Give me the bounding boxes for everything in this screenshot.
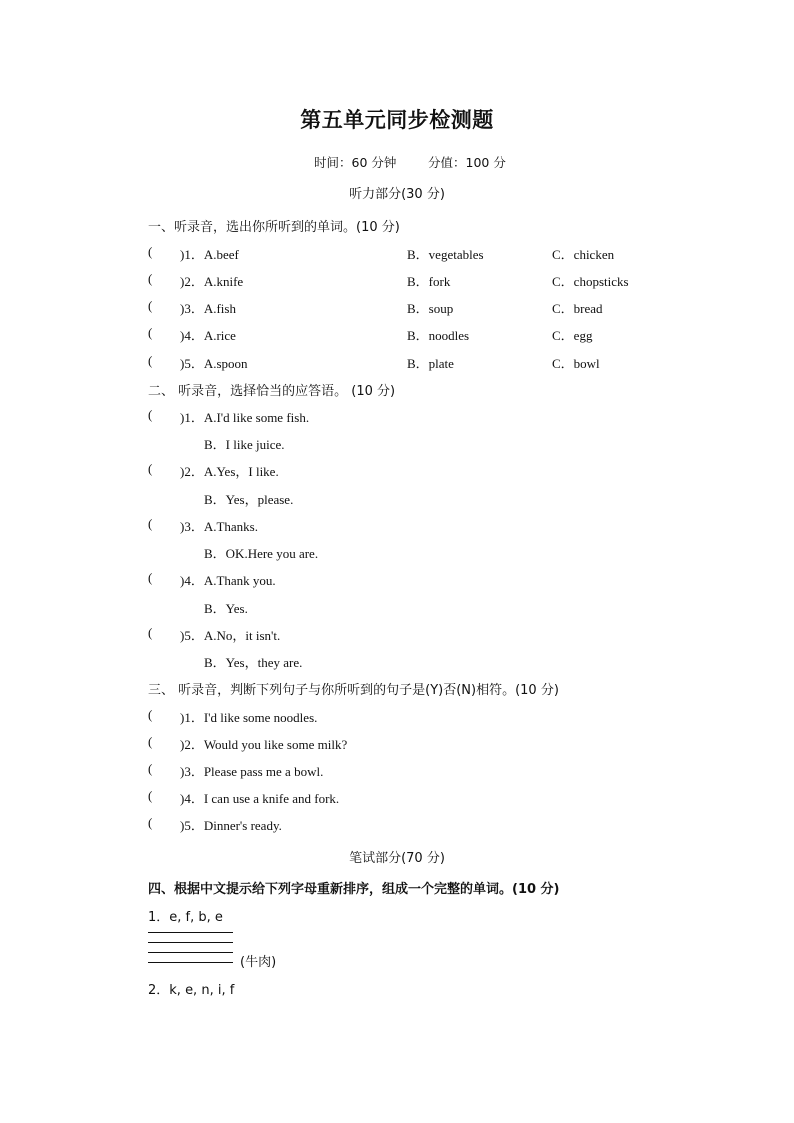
response-option-b: B．Yes，they are. <box>204 655 303 670</box>
answer-blank: ( <box>148 271 153 286</box>
scrambled-letters-1: 1．e, f, b, e <box>148 910 223 925</box>
question-option-a: )4．A.rice <box>180 328 236 343</box>
section4-heading: 四、根据中文提示给下列字母重新排序，组成一个完整的单词。(10 分) <box>148 882 560 897</box>
answer-line <box>148 962 233 963</box>
scrambled-letters-2: 2．k, e, n, i, f <box>148 983 235 998</box>
answer-blank: ( <box>148 707 153 722</box>
question-option-a: )2．A.knife <box>180 274 244 289</box>
question-option-c: C．bowl <box>552 356 600 371</box>
judge-sentence: )2．Would you like some milk? <box>180 737 348 752</box>
response-option-a: )1．A.I'd like some fish. <box>180 410 310 425</box>
answer-blank: ( <box>148 298 153 313</box>
answer-blank: ( <box>148 353 153 368</box>
question-option-a: )3．A.fish <box>180 301 236 316</box>
question-option-a: )5．A.spoon <box>180 356 248 371</box>
question-option-c: C．egg <box>552 328 593 343</box>
response-option-b: B．I like juice. <box>204 437 285 452</box>
answer-blank: ( <box>148 570 153 585</box>
answer-blank: ( <box>148 325 153 340</box>
response-option-b: B．OK.Here you are. <box>204 546 319 561</box>
response-option-b: B．Yes. <box>204 601 248 616</box>
judge-sentence: )1．I'd like some noodles. <box>180 710 318 725</box>
question-option-b: B．vegetables <box>407 247 484 262</box>
answer-blank: ( <box>148 761 153 776</box>
section3-heading: 三、 听录音，判断下列句子与你所听到的句子是(Y)否(N)相符。(10 分) <box>148 683 559 698</box>
answer-blank: ( <box>148 516 153 531</box>
answer-line <box>148 942 233 943</box>
exam-time: 时间：60 分钟 <box>314 155 397 170</box>
question-option-c: C．bread <box>552 301 603 316</box>
answer-blank: ( <box>148 734 153 749</box>
section2-heading: 二、 听录音，选择恰当的应答语。 (10 分) <box>148 384 396 399</box>
judge-sentence: )4．I can use a knife and fork. <box>180 791 340 806</box>
question-option-c: C．chopsticks <box>552 274 629 289</box>
question-option-b: B．soup <box>407 301 454 316</box>
response-option-a: )2．A.Yes，I like. <box>180 464 279 479</box>
question-option-b: B．fork <box>407 274 451 289</box>
response-option-a: )5．A.No，it isn't. <box>180 628 281 643</box>
answer-blank: ( <box>148 407 153 422</box>
page-title: 第五单元同步检测题 <box>300 108 494 132</box>
response-option-a: )4．A.Thank you. <box>180 573 276 588</box>
answer-line <box>148 932 233 933</box>
exam-score: 分值：100 分 <box>428 155 506 170</box>
answer-line <box>148 952 233 953</box>
judge-sentence: )3．Please pass me a bowl. <box>180 764 324 779</box>
question-option-b: B．plate <box>407 356 454 371</box>
listening-part-heading: 听力部分(30 分) <box>349 187 445 202</box>
answer-blank: ( <box>148 244 153 259</box>
section1-heading: 一、听录音，选出你所听到的单词。(10 分) <box>148 220 400 235</box>
answer-blank: ( <box>148 461 153 476</box>
answer-blank: ( <box>148 815 153 830</box>
chinese-hint: (牛肉) <box>240 955 277 970</box>
answer-blank: ( <box>148 625 153 640</box>
question-option-b: B．noodles <box>407 328 470 343</box>
answer-blank: ( <box>148 788 153 803</box>
response-option-b: B．Yes，please. <box>204 492 294 507</box>
question-option-c: C．chicken <box>552 247 615 262</box>
written-part-heading: 笔试部分(70 分) <box>349 851 445 866</box>
judge-sentence: )5．Dinner's ready. <box>180 818 282 833</box>
response-option-a: )3．A.Thanks. <box>180 519 258 534</box>
question-option-a: )1．A.beef <box>180 247 239 262</box>
